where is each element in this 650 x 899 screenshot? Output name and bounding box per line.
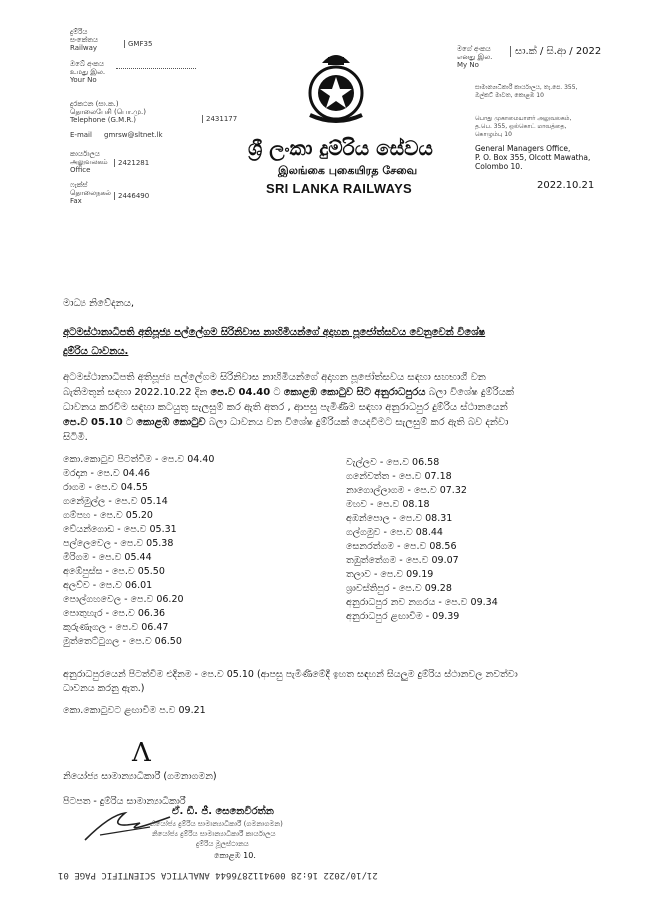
- stops-right-list: [346, 456, 498, 624]
- list-item: සෙනරත්ගම - පෙ.ව 08.56: [346, 541, 457, 552]
- copy-label: පිටපත - දුම්රිය සාමාන්‍යාධිකාරී: [63, 796, 186, 807]
- list-item: අඹේපුස්ස - පෙ.ව 05.50: [63, 566, 165, 577]
- stamp-line-3: නියෝජ්‍ය දුම්රිය සාමාන්‍යාධිකාරී කාර්යාලය: [152, 830, 276, 838]
- paragraph-line-2: බැතිමතුන් සඳහා 2022.10.22 දින පෙ.ව 04.40 ට කොළඹ කොටුව සිට අනුරාධපුරය බලා විශේෂ දුම්රියක්: [63, 387, 514, 398]
- stamp-line-2: නියෝජ්‍ය දුම්රිය සාමාන්‍යාධිකාරී (ගමනාගමන): [150, 820, 283, 828]
- stamp-name: ඒ. ඩී. ජී. සෙනෙවිරත්න: [172, 806, 274, 817]
- list-item: මීරිගම - පෙ.ව 05.44: [63, 552, 152, 563]
- subject-line-1: අටමස්ථානාධිපති අතිපූජ්‍ය පල්ලේගම සිරිනිවාස නාහිමියන්ගේ අදාහන පූජෝත්සවය වෙනුවෙන් විශේෂ: [63, 327, 486, 338]
- list-item: තලාව - පෙ.ව 09.19: [346, 569, 434, 580]
- list-item: වැල්ලව - පෙ.ව 06.58: [346, 457, 440, 468]
- office-label: කාර්යාලය அலுவலகம் Office: [70, 150, 108, 174]
- fax-label: ෆැක්ස් தொலைநகல் Fax: [70, 181, 111, 205]
- telephone-value: 2431177: [202, 115, 237, 123]
- stamp-line-4: දුම්රිය මූලස්ථානය: [196, 840, 249, 848]
- list-item: අනුරාධපුර ළඟාවීම - 09.39: [346, 611, 460, 622]
- list-item: කුරුණෑගල - පෙ.ව 06.47: [63, 622, 169, 633]
- title-tamil: இலங்கை புகையிரத சேவை: [278, 164, 418, 177]
- list-item: නාගොල්ලාගම - පෙ.ව 07.32: [346, 485, 467, 496]
- letter-date: 2022.10.21: [537, 180, 595, 191]
- signer-title: නියෝජ්‍ය සාමාන්‍යාධිකාරී (ගමනාගමන): [63, 771, 217, 782]
- paragraph-line-1: අටමස්ථානාධිපති අතිපූජ්‍ය පල්ලේගම සිරිනිවාස නාහිමියන්ගේ අදාහන පූජෝත්සවය සඳහා සහභාගී වන: [63, 372, 486, 383]
- office-value: 2421281: [114, 159, 149, 167]
- list-item: ගනේමුල්ල - පෙ.ව 05.14: [63, 496, 168, 507]
- arrival-line: කො.කොටුවට ළඟාවීම ප.ව 09.21: [63, 705, 206, 716]
- salutation: මාධ්‍ය නිවේදනය,: [63, 298, 135, 309]
- list-item: රාගම - පෙ.ව 04.55: [63, 482, 148, 493]
- list-item: ගල්ගමුව - පෙ.ව 08.44: [346, 527, 443, 538]
- list-item: මහව - පෙ.ව 08.18: [346, 499, 430, 510]
- stops-left-list: [63, 453, 214, 649]
- email-value: gmrsw@sltnet.lk: [104, 131, 163, 139]
- railway-value: GMF35: [124, 40, 152, 48]
- your-no-label: ඔබේ අංකය உமது இல. Your No: [70, 60, 106, 84]
- fax-footer: 21/10/2022 16:28 0094112876644 ANALYTICA SCIENTIFIC PAGE 01: [58, 870, 378, 880]
- my-no-value: සා.ක් / සි.ආ / 2022: [510, 46, 601, 57]
- fax-value: 2446490: [114, 192, 149, 200]
- list-item: අනුරාධපුර නව නගරය - පෙ.ව 09.34: [346, 597, 498, 608]
- return-line-2: ධාවනය කරනු ඇත.): [63, 683, 145, 694]
- subject-line-2: දුම්රිය ධාවනය.: [63, 346, 129, 357]
- list-item: අඹන්පොල - පෙ.ව 08.31: [346, 513, 453, 524]
- railway-emblem-logo: [300, 45, 372, 125]
- your-no-line: [116, 68, 196, 69]
- stamp-line-5: කොළඹ 10.: [214, 851, 256, 860]
- list-item: පොතුහැර - පෙ.ව 06.36: [63, 608, 166, 619]
- paragraph-line-4: පෙ.ව 05.10 ට කොළඹ කොටුව බලා ධාවනය වන විශේෂ දුම්රියක් යෙදවීමට සැලසුම් කර ඇති බව දන්වා: [63, 417, 509, 428]
- railway-label: දුම්රිය සංකේතය Railway: [70, 28, 98, 52]
- list-item: ගනේවත්ත - පෙ.ව 07.18: [346, 471, 452, 482]
- title-english: SRI LANKA RAILWAYS: [266, 181, 413, 196]
- paragraph-line-5: සිටිමි.: [63, 432, 88, 443]
- list-item: මුත්තෙට්ටුගල - පෙ.ව 06.50: [63, 636, 182, 647]
- list-item: වේයන්ගොඩ - පෙ.ව 05.31: [63, 524, 177, 535]
- email-label: E-mail: [70, 131, 92, 139]
- paragraph-line-3: ධාවනය කරවීම සඳහා කටයුතු සැලසුම් කර ඇති අතර , ආපසු පැමිණීම සඳහා අනුරාධපුර දුම්රිය ස්ථානයෙන්: [63, 402, 508, 413]
- list-item: අලව්ව - පෙ.ව 06.01: [63, 580, 153, 591]
- list-item: පොල්ගහවෙල - පෙ.ව 06.20: [63, 594, 184, 605]
- address-ta: பொது முகாமையாளர் அலுவலகம், த.பெ. 355, ஒல்கொட் மாவத்தை, கொழும்பு 10: [475, 115, 572, 138]
- telephone-label: දුරකථන (සා.ක.) தொலைபேசி (பொ.மு.) Telephone (G.M.R.): [70, 100, 146, 124]
- list-item: පල්ලෙවෙල - පෙ.ව 05.38: [63, 538, 174, 549]
- list-item: තඹුත්තේගම - පෙ.ව 09.07: [346, 555, 459, 566]
- title-sinhala: ශ්‍රී ලංකා දුම්රිය සේවය: [248, 136, 433, 160]
- return-line-1: අනුරාධපුරයෙන් පිටත්වීම එදිනම - පෙ.ව 05.10 (ආපසු පැමිණීමේදී ඉහත සඳහන් සියලුම දුම්රිය ස්ථානවල නවත්වා: [63, 669, 518, 680]
- signature-mark: Λ: [132, 738, 151, 768]
- list-item: කො.කොටුව පිටත්වීම - පෙ.ව 04.40: [63, 454, 215, 465]
- my-no-label: මගේ අංකය எனது இல. My No: [457, 45, 493, 69]
- list-item: මරදාන - පෙ.ව 04.46: [63, 468, 150, 479]
- list-item: ශ්‍රාවස්තිපුර - පෙ.ව 09.28: [346, 583, 452, 594]
- address-si: සාමාන්‍යාධිකාරී කාර්යාලය, තැ.පෙ. 355, ඔල්කට් මාවත, කොළඹ 10: [475, 84, 578, 99]
- address-en: General Managers Office, P. O. Box 355, Olcott Mawatha, Colombo 10.: [475, 144, 591, 171]
- list-item: ගම්පහ - පෙ.ව 05.20: [63, 510, 153, 521]
